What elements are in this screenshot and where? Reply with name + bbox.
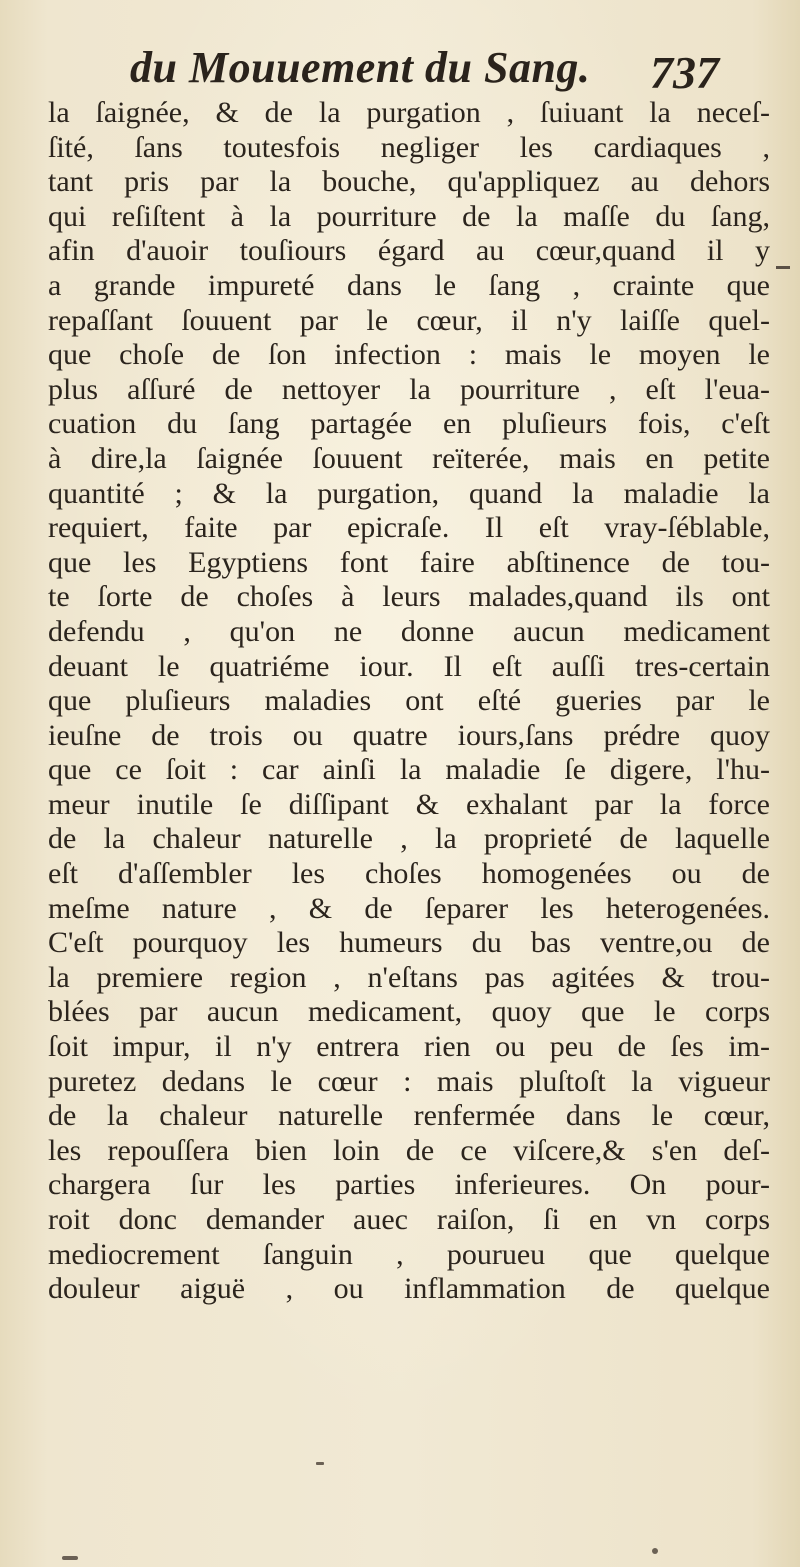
text-line: meſme nature , & de ſeparer les heterogenées. [48, 891, 770, 925]
text-line: quantité ; & la purgation, quand la maladie la [48, 476, 770, 510]
text-line: requiert, faite par epicraſe. Il eſt vray-ſéblable, [48, 511, 770, 545]
text-line: a grande impureté dans le ſang , crainte que [48, 268, 770, 302]
text-line: eſt d'aſſembler les choſes homogenées ou de [48, 857, 770, 891]
paper-speck [62, 1556, 78, 1560]
text-line: deuant le quatriéme iour. Il eſt auſſi tres-certain [48, 649, 770, 683]
text-line: afin d'auoir touſiours égard au cœur,quand il y [48, 234, 770, 268]
text-line: qui reſiſtent à la pourriture de la maſſe du ſang, [48, 199, 770, 233]
text-line: chargera ſur les parties inferieures. On pour- [48, 1168, 770, 1202]
paper-speck [316, 1462, 324, 1465]
margin-mark [776, 266, 790, 269]
text-line: que choſe de ſon infection : mais le moyen le [48, 338, 770, 372]
text-line: meur inutile ſe diſſipant & exhalant par la force [48, 787, 770, 821]
text-line: douleur aiguë , ou inflammation de quelque [48, 1272, 770, 1306]
text-line: que les Egyptiens font faire abſtinence de tou- [48, 545, 770, 579]
text-line: la premiere region , n'eſtans pas agitées & trou- [48, 960, 770, 994]
running-head: du Mouuement du Sang. [130, 43, 591, 92]
text-line: à dire,la ſaignée ſouuent reïterée, mais en petite [48, 441, 770, 475]
text-line: puretez dedans le cœur : mais pluſtoſt la vigueur [48, 1064, 770, 1098]
text-line: de la chaleur naturelle renfermée dans le cœur, [48, 1099, 770, 1133]
text-line: defendu , qu'on ne donne aucun medicament [48, 614, 770, 648]
page-number: 737 [650, 47, 719, 98]
text-line: repaſſant ſouuent par le cœur, il n'y laiſſe quel- [48, 303, 770, 337]
text-line: te ſorte de choſes à leurs malades,quand ils ont [48, 580, 770, 614]
text-line: cuation du ſang partagée en pluſieurs fois, c'eſt [48, 407, 770, 441]
text-line: roit donc demander auec raiſon, ſi en vn corps [48, 1203, 770, 1236]
body-text [48, 96, 770, 1307]
text-line: les repouſſera bien loin de ce viſcere,& s'en deſ- [48, 1133, 770, 1167]
text-line: ieuſne de trois ou quatre iours,ſans prédre quoy [48, 718, 770, 752]
paper-speck [652, 1548, 658, 1554]
text-line: ſoit impur, il n'y entrera rien ou peu de ſes im- [48, 1030, 770, 1064]
text-line: que ce ſoit : car ainſi la maladie ſe digere, l'hu- [48, 753, 770, 787]
text-line: blées par aucun medicament, quoy que le corps [48, 995, 770, 1029]
text-line: tant pris par la bouche, qu'appliquez au dehors [48, 165, 770, 199]
text-line: de la chaleur naturelle , la proprieté de laquelle [48, 822, 770, 856]
text-line: que pluſieurs maladies ont eſté gueries par le [48, 684, 770, 718]
text-line: mediocrement ſanguin , pourueu que quelque [48, 1237, 770, 1271]
text-line: C'eſt pourquoy les humeurs du bas ventre,ou de [48, 926, 770, 960]
text-line: plus aſſuré de nettoyer la pourriture , eſt l'eua- [48, 372, 770, 406]
text-line: la ſaignée, & de la purgation , ſuiuant la neceſ- [48, 96, 770, 129]
text-line: ſité, ſans toutesfois negliger les cardiaques , [48, 130, 770, 164]
